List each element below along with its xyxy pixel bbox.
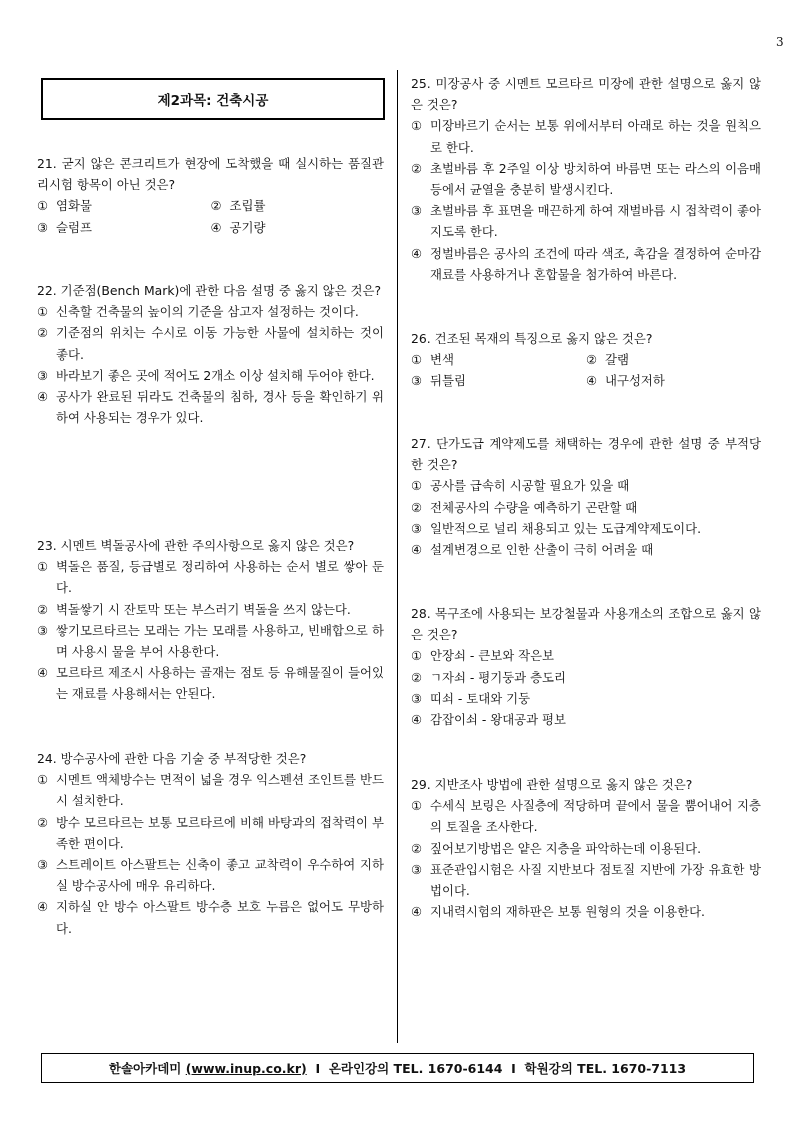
choice-text: 수세식 보링은 사질층에 적당하며 끝에서 물을 뿜어내어 지층의 토질을 조사한다. [430, 798, 761, 835]
choice-text: 염화물 [56, 198, 92, 214]
choice-number: ① [411, 798, 423, 814]
question-27 [411, 433, 761, 560]
choice-text: 벽돌쌓기 시 잔토막 또는 부스러기 벽돌을 쓰지 않는다. [56, 601, 351, 617]
choice-text: 바라보기 좋은 곳에 적어도 2개소 이상 설치해 두어야 한다. [56, 367, 375, 383]
choice-number: ① [37, 304, 49, 320]
choice-2[interactable] [37, 812, 384, 854]
choice-number: ② [411, 669, 423, 685]
question-26 [411, 328, 761, 392]
choice-2[interactable] [411, 838, 761, 859]
choice-number: ④ [37, 665, 49, 681]
choice-text: 공사를 급속히 시공할 필요가 있을 때 [430, 478, 630, 494]
choice-4[interactable] [411, 539, 761, 560]
choice-number: ② [411, 499, 423, 515]
question-29 [411, 774, 761, 922]
choice-number: ④ [411, 712, 423, 728]
choice-4[interactable] [411, 901, 761, 922]
choice-text: 갈램 [605, 352, 629, 368]
choice-number: ① [37, 198, 49, 214]
choice-number: ② [37, 814, 49, 830]
choice-number: ③ [411, 520, 423, 536]
choice-text: 띠쇠 - 토대와 기둥 [430, 690, 531, 706]
question-21 [37, 153, 384, 238]
choice-number: ④ [37, 389, 49, 405]
choice-number: ④ [411, 904, 423, 920]
choice-text: 신축할 건축물의 높이의 기준을 삼고자 설정하는 것이다. [56, 304, 359, 320]
choice-text: 조립률 [229, 198, 266, 214]
choice-text: 안장쇠 - 큰보와 작은보 [430, 648, 555, 664]
choice-2[interactable] [586, 349, 761, 370]
choice-1[interactable] [37, 195, 211, 216]
choice-number: ③ [37, 857, 49, 873]
choice-1[interactable] [411, 795, 761, 837]
choice-4[interactable] [37, 896, 384, 938]
question-23 [37, 535, 384, 705]
subject-title-box [41, 78, 385, 120]
question-text: 29. 지반조사 방법에 관한 설명으로 옳지 않은 것은? [411, 777, 693, 792]
choice-number: ④ [586, 373, 598, 389]
choice-4[interactable] [37, 386, 384, 428]
choice-text: 내구성저하 [605, 373, 665, 389]
choice-3[interactable] [37, 620, 384, 662]
choice-number: ① [411, 478, 423, 494]
choice-text: 전체공사의 수량을 예측하기 곤란할 때 [430, 499, 638, 515]
question-text: 24. 방수공사에 관한 다음 기술 중 부적당한 것은? [37, 751, 307, 766]
choice-text: 시멘트 액체방수는 면적이 넓을 경우 익스펜션 조인트를 반드시 설치한다. [56, 772, 384, 809]
choice-number: ③ [411, 203, 423, 219]
choice-number: ② [411, 840, 423, 856]
choice-number: ③ [37, 622, 49, 638]
choice-1[interactable] [37, 556, 384, 598]
choice-number: ② [37, 325, 49, 341]
choice-text: 정벌바름은 공사의 조건에 따라 색조, 촉감을 결정하여 순마감재료를 사용하거나 혼합물을 첨가하여 바른다. [430, 245, 761, 282]
choice-3[interactable] [411, 859, 761, 901]
question-text: 28. 목구조에 사용되는 보강철물과 사용개소의 조합으로 옳지 않은 것은? [411, 606, 761, 643]
choice-number: ① [411, 352, 423, 368]
choice-4[interactable] [37, 662, 384, 704]
choice-number: ① [411, 118, 423, 134]
choice-number: ② [210, 198, 222, 214]
choice-3[interactable] [37, 365, 384, 386]
choice-number: ② [37, 601, 49, 617]
choice-text: 쌓기모르타르는 모래는 가는 모래를 사용하고, 빈배합으로 하며 사용시 물을 부어 사용한다. [56, 622, 384, 660]
choice-number: ④ [411, 542, 423, 558]
choice-number: ④ [210, 219, 222, 235]
choice-2[interactable] [37, 322, 384, 364]
choice-2[interactable] [211, 195, 385, 216]
choice-text: 공사가 완료된 뒤라도 건축물의 침하, 경사 등을 확인하기 위하여 사용되는 경우가 있다. [56, 389, 384, 426]
choice-number: ③ [37, 219, 49, 235]
question-text: 27. 단가도급 계약제도를 채택하는 경우에 관한 설명 중 부적당한 것은? [411, 436, 761, 473]
choice-text: 짚어보기방법은 얕은 지층을 파악하는데 이용된다. [430, 840, 702, 856]
choice-grid [37, 195, 384, 237]
choice-number: ③ [411, 861, 423, 877]
choice-text: 기준점의 위치는 수시로 이동 가능한 사물에 설치하는 것이 좋다. [56, 325, 384, 362]
footer [41, 1053, 754, 1083]
choice-text: 미장바르기 순서는 보통 위에서부터 아래로 하는 것을 원칙으로 한다. [430, 118, 761, 155]
choice-4[interactable] [411, 709, 761, 730]
question-22 [37, 280, 384, 428]
choice-1[interactable] [37, 301, 384, 322]
choice-number: ① [411, 648, 423, 664]
footer-separator: I [306, 1060, 329, 1076]
choice-1[interactable] [411, 645, 761, 666]
choice-number: ③ [411, 690, 423, 706]
choice-2[interactable] [411, 667, 761, 688]
choice-3[interactable] [411, 518, 761, 539]
choice-3[interactable] [411, 370, 586, 391]
choice-text: 초벌바름 후 표면을 매끈하게 하여 재벌바름 시 접착력이 좋아지도록 한다. [430, 203, 761, 240]
choice-text: 일반적으로 널리 채용되고 있는 도급계약제도이다. [430, 520, 702, 536]
footer-separator: I [502, 1060, 525, 1076]
choice-3[interactable] [37, 854, 384, 896]
question-text: 25. 미장공사 중 시멘트 모르타르 미장에 관한 설명으로 옳지 않은 것은? [411, 76, 761, 113]
choice-text: ㄱ자쇠 - 평기둥과 층도리 [430, 669, 566, 685]
choice-text: 뒤틀림 [430, 373, 466, 389]
question-28 [411, 603, 761, 730]
choice-3[interactable] [411, 200, 761, 242]
choice-2[interactable] [411, 158, 761, 200]
choice-text: 지하실 안 방수 아스팔트 방수층 보호 누름은 없어도 무방하다. [56, 899, 384, 936]
choice-number: ③ [411, 373, 423, 389]
question-text: 22. 기준점(Bench Mark)에 관한 다음 설명 중 옳지 않은 것은? [37, 283, 382, 298]
choice-1[interactable] [37, 769, 384, 811]
choice-text: 벽돌은 품질, 등급별로 정리하여 사용하는 순서 별로 쌓아 둔다. [56, 559, 384, 596]
question-text: 21. 굳지 않은 콘크리트가 현장에 도착했을 때 실시하는 품질관리시험 항목이 아닌 것은? [37, 156, 384, 193]
choice-text: 초벌바름 후 2주일 이상 방치하여 바름면 또는 라스의 이음매 등에서 균열을 충분히 발생시킨다. [430, 160, 761, 198]
subject-title: 제2과목: 건축시공 [157, 93, 269, 109]
choice-text: 슬럼프 [56, 219, 92, 235]
choice-1[interactable] [411, 475, 761, 496]
choice-text: 공기량 [229, 219, 266, 235]
choice-number: ① [37, 772, 49, 788]
choice-1[interactable] [411, 115, 761, 157]
choice-number: ④ [411, 245, 423, 261]
choice-text: 지내력시험의 재하판은 보통 원형의 것을 이용한다. [430, 904, 705, 920]
choice-text: 변색 [430, 352, 454, 368]
choice-number: ① [37, 559, 49, 575]
choice-4[interactable] [411, 243, 761, 285]
choice-3[interactable] [37, 217, 211, 238]
footer-online-phone: 온라인강의 TEL. 1670-6144 [328, 1061, 503, 1076]
choice-number: ② [411, 160, 423, 176]
choice-text: 설계변경으로 인한 산출이 극히 어려울 때 [430, 542, 654, 558]
choice-2[interactable] [37, 599, 384, 620]
choice-number: ③ [37, 367, 49, 383]
choice-1[interactable] [411, 349, 586, 370]
choice-2[interactable] [411, 497, 761, 518]
footer-website-link[interactable]: (www.inup.co.kr) [185, 1060, 307, 1076]
choice-4[interactable] [586, 370, 761, 391]
choice-number: ② [586, 352, 598, 368]
choice-grid [411, 349, 761, 391]
question-25 [411, 73, 761, 285]
choice-number: ④ [37, 899, 49, 915]
question-text: 23. 시멘트 벽돌공사에 관한 주의사항으로 옳지 않은 것은? [37, 538, 355, 553]
column-divider [397, 70, 398, 1043]
question-24 [37, 748, 384, 939]
footer-offline-phone: 학원강의 TEL. 1670-7113 [524, 1061, 687, 1076]
question-text: 26. 건조된 목재의 특징으로 옳지 않은 것은? [411, 331, 653, 346]
footer-academy: 한솔아카데미 [108, 1061, 186, 1076]
page-number: 3 [776, 35, 784, 49]
choice-4[interactable] [211, 217, 385, 238]
choice-text: 감잡이쇠 - 왕대공과 평보 [430, 712, 566, 728]
choice-text: 방수 모르타르는 보통 모르타르에 비해 바탕과의 접착력이 부족한 편이다. [56, 814, 384, 851]
choice-3[interactable] [411, 688, 761, 709]
choice-text: 스트레이트 아스팔트는 신축이 좋고 교착력이 우수하여 지하실 방수공사에 매우 유리하다. [56, 857, 384, 894]
choice-text: 모르타르 제조시 사용하는 골재는 점토 등 유해물질이 들어있는 재료를 사용해서는 안된다. [56, 665, 384, 702]
choice-text: 표준관입시험은 사질 지반보다 점토질 지반에 가장 유효한 방법이다. [430, 861, 761, 899]
